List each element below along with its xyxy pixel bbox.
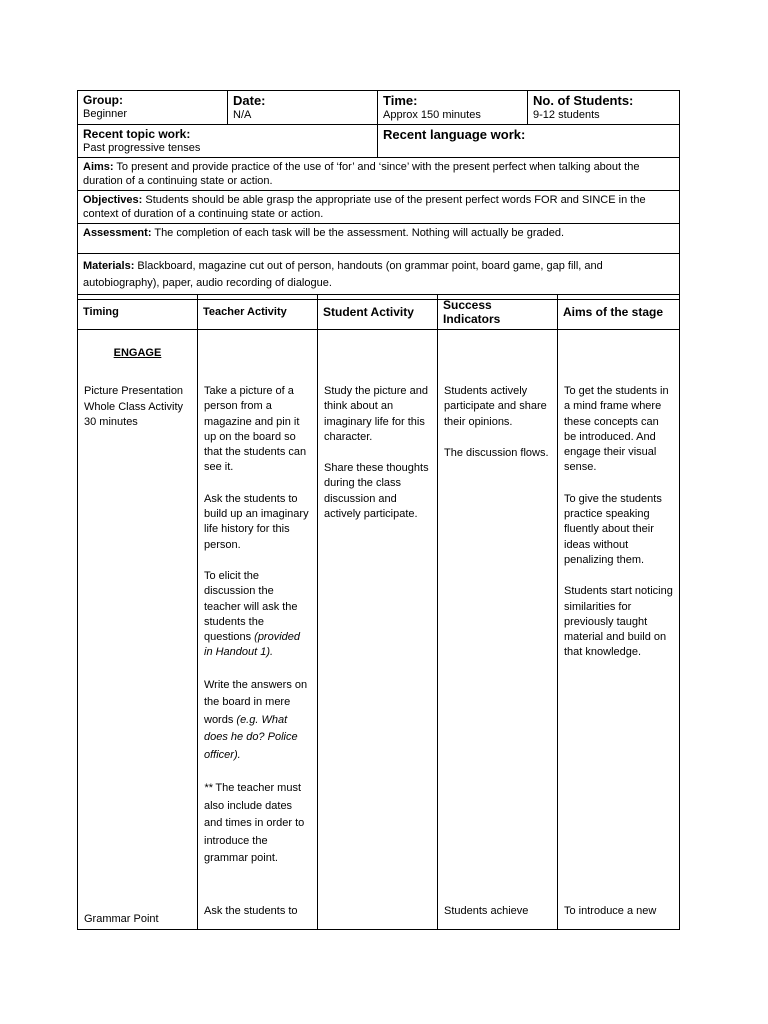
materials-label: Materials: [83,260,135,272]
students-value: 9-12 students [533,109,600,121]
objectives-text: Students should be able grasp the appropriate use of the present perfect words FOR and SINCE in the context of duration of a continuing state or action. [83,194,646,220]
teacher-paragraph: To elicit the discussion the teacher will ask the students the questions (provided in Handout 1). [204,569,301,659]
success-next: Students achieve [444,904,529,917]
aims-cell [78,158,680,191]
assessment-label: Assessment: [83,227,152,239]
column-header-timing: Timing [78,295,198,330]
date-cell [228,91,378,125]
topic-cell [78,125,378,158]
students-label: No. of Students: [533,93,634,108]
aims-paragraph: Students start noticing similarities for previously taught material and build on that knowledge. [564,585,673,659]
aims-paragraph: To get the students in a mind frame where these concepts can be introduced. And engage their visual sense. [564,385,669,474]
materials-cell [78,254,680,300]
timing-line: 30 minutes [84,415,138,428]
teacher-paragraph: Write the answers on the board in mere words (e.g. What does he do? Police officer). [204,678,308,761]
success-indicators-cell [438,330,558,930]
success-paragraph: The discussion flows. [444,446,549,459]
student-activity-cell [318,330,438,930]
timing-cell [78,330,198,930]
lesson-header-table [77,90,680,300]
time-label: Time: [383,93,418,108]
success-paragraph: Students actively participate and share their opinions. [444,385,547,428]
aims-next: To introduce a new [564,904,657,917]
teacher-paragraph: ** The teacher must also include dates and times in order to introduce the grammar point. [204,782,305,865]
objectives-cell [78,191,680,224]
group-cell [78,91,228,125]
group-label: Group: [83,93,123,107]
column-header-student-activity: Student Activity [318,295,438,330]
objectives-label: Objectives: [83,194,143,206]
aims-label: Aims: [83,161,114,173]
activity-table [77,294,680,930]
assessment-cell [78,224,680,254]
aims-stage-cell [558,330,680,930]
topic-value: Past progressive tenses [83,142,201,154]
column-header-teacher-activity: Teacher Activity [198,295,318,330]
materials-text: Blackboard, magazine cut out of person, handouts (on grammar point, board game, gap fill, and autobiography), paper, audio recording of dialogue. [83,260,603,289]
student-paragraph: Share these thoughts during the class discussion and actively participate. [324,462,429,521]
timing-line: Whole Class Activity [84,400,184,413]
students-cell [528,91,680,125]
language-cell [378,125,680,158]
date-value: N/A [233,109,252,121]
next-timing: Grammar Point [84,912,159,925]
aims-paragraph: To give the students practice speaking fluently about their ideas without penalizing them. [564,492,662,566]
teacher-activity-cell [198,330,318,930]
date-label: Date: [233,93,266,108]
assessment-text: The completion of each task will be the assessment. Nothing will actually be graded. [154,227,565,239]
teacher-paragraph: Take a picture of a person from a magazine and pin it up on the board so that the students can see it. [204,385,307,474]
topic-label: Recent topic work: [83,127,191,141]
student-paragraph: Study the picture and think about an imaginary life for this character. [324,385,428,443]
group-value: Beginner [83,108,128,120]
stage-heading: ENGAGE [113,347,162,359]
time-cell [378,91,528,125]
column-header-success-indicators: Success Indicators [438,295,558,330]
timing-line: Picture Presentation [84,385,184,398]
column-header-aims-of-stage: Aims of the stage [558,295,680,330]
time-value: Approx 150 minutes [383,109,481,121]
teacher-next: Ask the students to [204,904,298,917]
language-label: Recent language work: [383,127,526,142]
teacher-paragraph: Ask the students to build up an imaginary life history for this person. [204,492,309,551]
aims-text: To present and provide practice of the use of ‘for’ and ‘since’ with the present perfect when talking about the duration of a continuing state or action. [83,161,640,187]
